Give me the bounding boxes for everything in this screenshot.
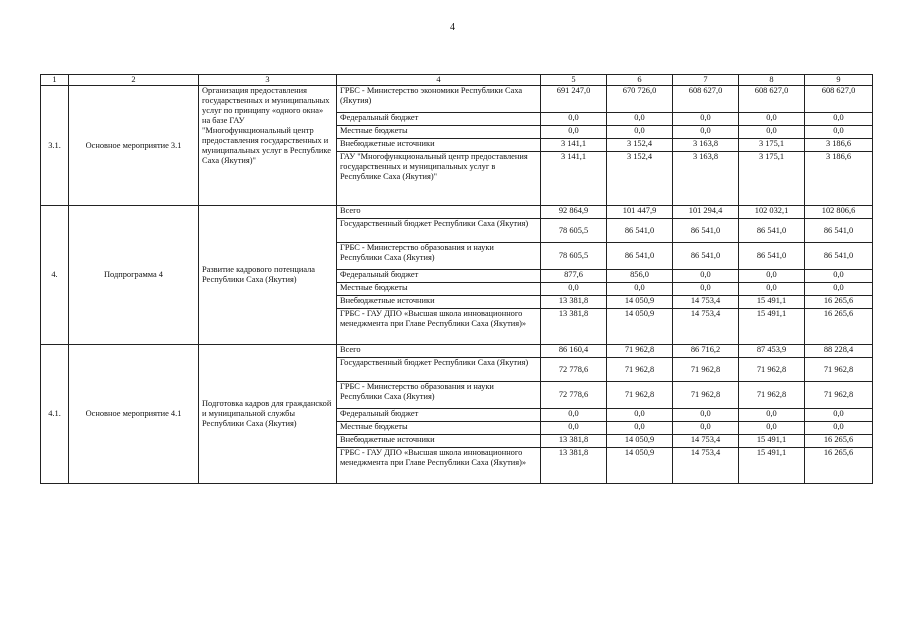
amount-cell: 15 491,1 <box>739 435 805 448</box>
budget-table <box>40 74 873 484</box>
program-name: Основное мероприятие 3.1 <box>69 86 199 206</box>
program-description: Развитие кадрового потенциала Республики Саха (Якутия) <box>199 206 337 345</box>
amount-cell: 71 962,8 <box>607 382 673 409</box>
amount-cell: 0,0 <box>607 113 673 126</box>
amount-cell: 72 778,6 <box>541 382 607 409</box>
amount-cell: 856,0 <box>607 270 673 283</box>
column-number: 3 <box>199 75 337 86</box>
amount-cell: 13 381,8 <box>541 296 607 309</box>
amount-cell: 86 541,0 <box>673 219 739 243</box>
amount-cell: 0,0 <box>607 409 673 422</box>
amount-cell: 0,0 <box>739 126 805 139</box>
amount-cell: 13 381,8 <box>541 309 607 345</box>
column-number-row <box>41 75 873 86</box>
amount-cell: 78 605,5 <box>541 219 607 243</box>
amount-cell: 15 491,1 <box>739 309 805 345</box>
amount-cell: 14 753,4 <box>673 448 739 484</box>
funding-source: Всего <box>337 206 541 219</box>
amount-cell: 15 491,1 <box>739 448 805 484</box>
amount-cell: 0,0 <box>673 422 739 435</box>
amount-cell: 16 265,6 <box>805 448 873 484</box>
amount-cell: 0,0 <box>607 422 673 435</box>
table-row <box>41 86 873 113</box>
funding-source: ГРБС - Министерство экономики Республики Саха (Якутия) <box>337 86 541 113</box>
amount-cell: 0,0 <box>739 113 805 126</box>
amount-cell: 71 962,8 <box>607 345 673 358</box>
amount-cell: 3 152,4 <box>607 139 673 152</box>
funding-source: Внебюджетные источники <box>337 296 541 309</box>
funding-source: ГРБС - ГАУ ДПО «Высшая школа инновационного менеджмента при Главе Республики Саха (Якутия)» <box>337 309 541 345</box>
amount-cell: 88 228,4 <box>805 345 873 358</box>
table-row <box>41 345 873 358</box>
amount-cell: 101 294,4 <box>673 206 739 219</box>
column-number: 7 <box>673 75 739 86</box>
program-name: Основное мероприятие 4.1 <box>69 345 199 484</box>
amount-cell: 86 541,0 <box>607 243 673 270</box>
amount-cell: 0,0 <box>673 409 739 422</box>
amount-cell: 86 541,0 <box>673 243 739 270</box>
amount-cell: 14 753,4 <box>673 309 739 345</box>
amount-cell: 71 962,8 <box>805 382 873 409</box>
funding-source: Всего <box>337 345 541 358</box>
amount-cell: 14 753,4 <box>673 296 739 309</box>
amount-cell: 71 962,8 <box>739 382 805 409</box>
amount-cell: 0,0 <box>541 126 607 139</box>
amount-cell: 92 864,9 <box>541 206 607 219</box>
amount-cell: 0,0 <box>805 270 873 283</box>
funding-source: Внебюджетные источники <box>337 435 541 448</box>
amount-cell: 14 050,9 <box>607 309 673 345</box>
program-description: Подготовка кадров для гражданской и муниципальной службы Республики Саха (Якутия) <box>199 345 337 484</box>
amount-cell: 16 265,6 <box>805 296 873 309</box>
amount-cell: 3 141,1 <box>541 152 607 206</box>
column-number: 1 <box>41 75 69 86</box>
amount-cell: 0,0 <box>607 283 673 296</box>
column-number: 6 <box>607 75 673 86</box>
amount-cell: 0,0 <box>541 409 607 422</box>
amount-cell: 16 265,6 <box>805 435 873 448</box>
row-number: 3.1. <box>41 86 69 206</box>
amount-cell: 0,0 <box>805 126 873 139</box>
amount-cell: 13 381,8 <box>541 448 607 484</box>
funding-source: ГРБС - Министерство образования и науки Республики Саха (Якутия) <box>337 243 541 270</box>
amount-cell: 0,0 <box>541 283 607 296</box>
amount-cell: 101 447,9 <box>607 206 673 219</box>
funding-source: ГРБС - ГАУ ДПО «Высшая школа инновационного менеджмента при Главе Республики Саха (Якутия)» <box>337 448 541 484</box>
amount-cell: 3 152,4 <box>607 152 673 206</box>
amount-cell: 86 541,0 <box>739 219 805 243</box>
amount-cell: 0,0 <box>673 113 739 126</box>
amount-cell: 71 962,8 <box>805 358 873 382</box>
amount-cell: 0,0 <box>739 409 805 422</box>
amount-cell: 3 186,6 <box>805 152 873 206</box>
amount-cell: 102 032,1 <box>739 206 805 219</box>
amount-cell: 71 962,8 <box>739 358 805 382</box>
funding-source: Местные бюджеты <box>337 126 541 139</box>
table-body <box>41 75 873 484</box>
column-number: 9 <box>805 75 873 86</box>
amount-cell: 0,0 <box>739 422 805 435</box>
funding-source: ГРБС - Министерство образования и науки Республики Саха (Якутия) <box>337 382 541 409</box>
amount-cell: 86 160,4 <box>541 345 607 358</box>
amount-cell: 14 050,9 <box>607 296 673 309</box>
amount-cell: 0,0 <box>607 126 673 139</box>
funding-source: ГАУ "Многофункциональный центр предоставления государственных и муниципальных услуг в Республике Саха (Якутия)" <box>337 152 541 206</box>
amount-cell: 87 453,9 <box>739 345 805 358</box>
row-number: 4.1. <box>41 345 69 484</box>
amount-cell: 0,0 <box>805 409 873 422</box>
funding-source: Федеральный бюджет <box>337 409 541 422</box>
amount-cell: 71 962,8 <box>673 358 739 382</box>
funding-source: Государственный бюджет Республики Саха (Якутия) <box>337 219 541 243</box>
funding-source: Внебюджетные источники <box>337 139 541 152</box>
row-number: 4. <box>41 206 69 345</box>
amount-cell: 877,6 <box>541 270 607 283</box>
amount-cell: 3 186,6 <box>805 139 873 152</box>
amount-cell: 0,0 <box>673 126 739 139</box>
amount-cell: 0,0 <box>739 270 805 283</box>
amount-cell: 3 175,1 <box>739 139 805 152</box>
amount-cell: 3 141,1 <box>541 139 607 152</box>
amount-cell: 3 163,8 <box>673 139 739 152</box>
funding-source: Государственный бюджет Республики Саха (Якутия) <box>337 358 541 382</box>
amount-cell: 0,0 <box>673 283 739 296</box>
amount-cell: 608 627,0 <box>805 86 873 113</box>
amount-cell: 0,0 <box>673 270 739 283</box>
column-number: 5 <box>541 75 607 86</box>
amount-cell: 86 541,0 <box>805 219 873 243</box>
amount-cell: 71 962,8 <box>607 358 673 382</box>
table-row <box>41 206 873 219</box>
funding-source: Местные бюджеты <box>337 283 541 296</box>
amount-cell: 0,0 <box>805 113 873 126</box>
column-number: 2 <box>69 75 199 86</box>
amount-cell: 0,0 <box>541 113 607 126</box>
amount-cell: 86 541,0 <box>607 219 673 243</box>
amount-cell: 0,0 <box>805 283 873 296</box>
page-number: 4 <box>450 22 455 33</box>
amount-cell: 72 778,6 <box>541 358 607 382</box>
amount-cell: 14 050,9 <box>607 448 673 484</box>
amount-cell: 3 175,1 <box>739 152 805 206</box>
amount-cell: 102 806,6 <box>805 206 873 219</box>
amount-cell: 13 381,8 <box>541 435 607 448</box>
amount-cell: 71 962,8 <box>673 382 739 409</box>
amount-cell: 608 627,0 <box>673 86 739 113</box>
column-number: 4 <box>337 75 541 86</box>
amount-cell: 0,0 <box>805 422 873 435</box>
funding-source: Местные бюджеты <box>337 422 541 435</box>
amount-cell: 16 265,6 <box>805 309 873 345</box>
amount-cell: 14 753,4 <box>673 435 739 448</box>
program-name: Подпрограмма 4 <box>69 206 199 345</box>
amount-cell: 0,0 <box>541 422 607 435</box>
column-number: 8 <box>739 75 805 86</box>
amount-cell: 14 050,9 <box>607 435 673 448</box>
amount-cell: 86 541,0 <box>805 243 873 270</box>
funding-source: Федеральный бюджет <box>337 270 541 283</box>
amount-cell: 670 726,0 <box>607 86 673 113</box>
amount-cell: 78 605,5 <box>541 243 607 270</box>
program-description: Организация предоставления государственных и муниципальных услуг по принципу «одного окна» на базе ГАУ "Многофункциональный центр предоставления государственных и муниципальных услуг в Республике Саха (Якутия)" <box>199 86 337 206</box>
amount-cell: 691 247,0 <box>541 86 607 113</box>
amount-cell: 608 627,0 <box>739 86 805 113</box>
amount-cell: 0,0 <box>739 283 805 296</box>
funding-source: Федеральный бюджет <box>337 113 541 126</box>
amount-cell: 86 716,2 <box>673 345 739 358</box>
amount-cell: 3 163,8 <box>673 152 739 206</box>
amount-cell: 15 491,1 <box>739 296 805 309</box>
amount-cell: 86 541,0 <box>739 243 805 270</box>
